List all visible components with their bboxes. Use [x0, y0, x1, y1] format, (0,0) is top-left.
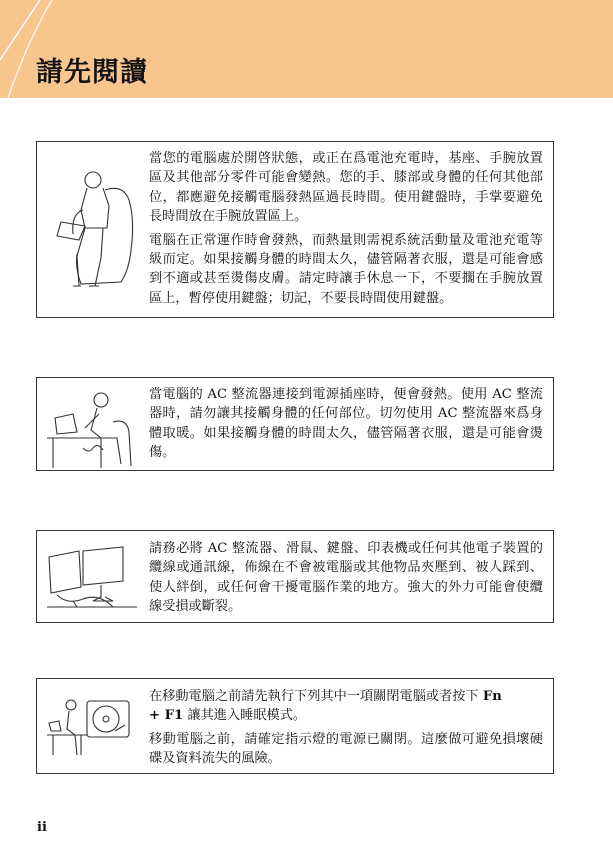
person-at-desk-with-ac-adapter-illustration	[43, 382, 143, 468]
person-with-laptop-on-lap-illustration	[43, 150, 143, 310]
notice-text	[149, 149, 543, 312]
cables-behind-monitors-illustration	[43, 537, 143, 617]
notice-text	[149, 687, 543, 773]
notice-paragraph: 移動電腦之前，請確定指示燈的電源已關閉。這麼做可避免損壞硬碟及資料流失的風險。	[149, 731, 543, 767]
notice-paragraph: 當您的電腦處於開啓狀態，或正在爲電池充電時，基座、手腕放置區及其他部分零件可能會變熱。您的手、膝部或身體的任何其他部位，都應避免接觸電腦發熱區過長時間。使用鍵盤時，手掌要避免長時間放在手腕放置區上。	[149, 151, 543, 225]
notice-paragraph: 請務必將 AC 整流器、滑鼠、鍵盤、印表機或任何其他電子裝置的纜線或通訊線，佈線在不會被電腦或其他物品夾壓到、被人踩到、使人絆倒，或任何會干擾電腦作業的地方。強大的外力可能會使纜線受損或斷裂。	[149, 541, 543, 615]
notice-text	[149, 539, 543, 621]
moving-suffix-text: 讓其進入睡眠模式。	[183, 708, 307, 724]
carrying-computer-hard-disk-illustration	[43, 691, 143, 761]
f1-key-label: + F1	[149, 708, 184, 724]
notice-paragraph	[149, 687, 543, 726]
page-number: ii	[37, 820, 47, 835]
notice-paragraph: 當電腦的 AC 整流器連接到電源插座時，便會發熱。使用 AC 整流器時，請勿讓其接觸身體的任何部位。切勿使用 AC 整流器來爲身體取暖。如果接觸身體的時間太久，儘管隔著衣服，還是可能會燙傷。	[149, 387, 543, 461]
notice-box-moving-computer	[36, 678, 554, 774]
moving-intro-text: 在移動電腦之前請先執行下列其中一項關閉電腦或者按下	[149, 689, 483, 704]
fn-key-label: Fn	[482, 689, 502, 704]
page-title: 請先閱讀	[36, 57, 148, 88]
notice-box-cable-routing	[36, 530, 554, 623]
header-band	[0, 0, 613, 98]
notice-paragraph: 電腦在正常運作時會發熱，而熱量則需視系統活動量及電池充電等級而定。如果接觸身體的時間太久，儘管隔著衣服，還是可能會感到不適或甚至燙傷皮膚。請定時讓手休息一下，不要擱在手腕放置區上，暫停使用鍵盤；切記，不要長時間使用鍵盤。	[149, 232, 543, 306]
notice-box-ac-adapter	[36, 377, 554, 471]
notice-text	[149, 385, 543, 467]
notice-box-heat-contact	[36, 141, 554, 318]
